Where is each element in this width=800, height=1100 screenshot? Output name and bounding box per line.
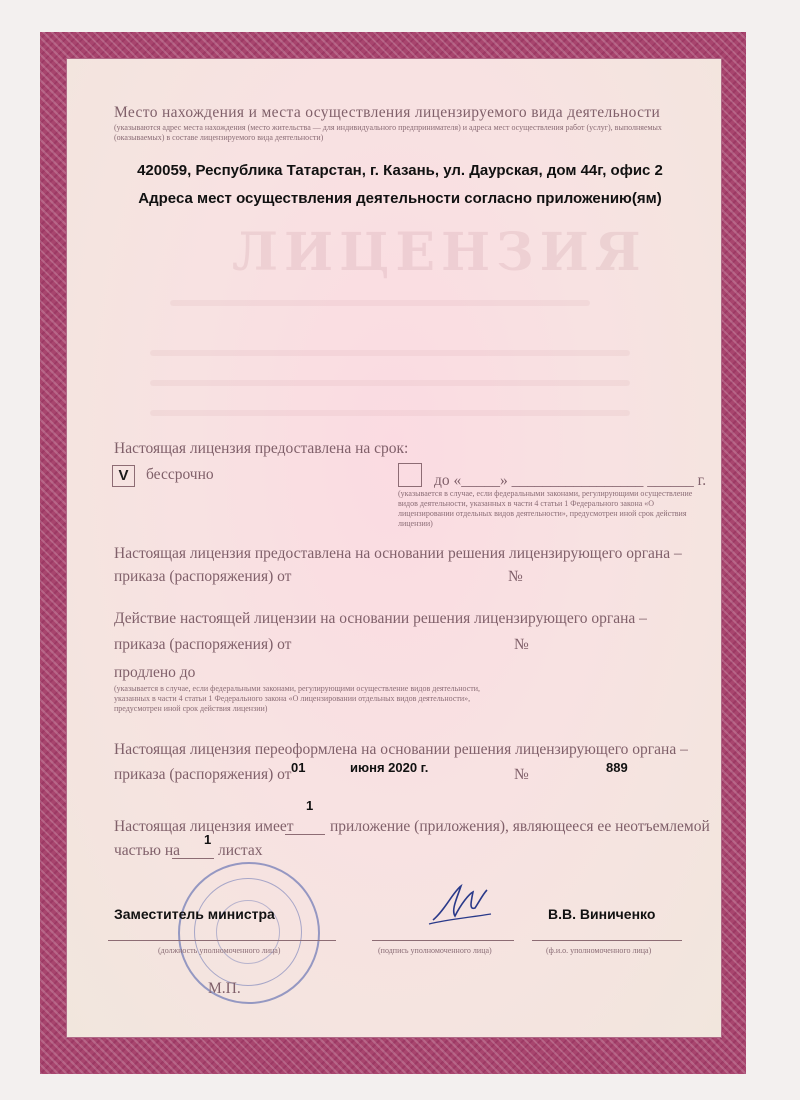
indefinite-label: бессрочно xyxy=(146,466,214,483)
position-line xyxy=(108,940,336,941)
reissue-month-year: июня 2020 г. xyxy=(350,760,429,775)
appendix-count: 1 xyxy=(306,798,314,813)
term-title: Настоящая лицензия предоставлена на срок: xyxy=(114,440,409,457)
indefinite-checkbox[interactable]: V xyxy=(112,465,135,487)
location-note: (указываются адрес места нахождения (место жительства — для индивидуального предпринимателя) и адреса мест осуществления работ (услуг), выполняемых (оказываемых) в составе лицензируемого вида деятельности) xyxy=(114,123,662,142)
until-label: до «_____» _________________ ______ г. xyxy=(434,472,707,489)
position-caption: (должность уполномоченного лица) xyxy=(158,946,281,955)
appendix-suffix: приложение (приложения), являющееся ее неотъемлемой xyxy=(330,818,710,835)
appendix-count-line xyxy=(285,834,325,835)
until-note: (указывается в случае, если федеральными законами, регулирующими осуществление видов деятельности, указанных в части 4 статьи 1 Федерального закона «О лицензировании отдельных видов деятельности», предусмотрен иной срок действия лицензии) xyxy=(398,489,693,528)
signer-position: Заместитель министра xyxy=(114,906,275,922)
watermark: ЛИЦЕНЗИЯ xyxy=(232,222,647,283)
reissue-number: 889 xyxy=(606,760,628,775)
until-checkbox[interactable] xyxy=(398,463,422,487)
watermark-line xyxy=(150,380,630,386)
reissue-line: Настоящая лицензия переоформлена на основании решения лицензирующего органа – xyxy=(114,741,688,758)
signature-caption: (подпись уполномоченного лица) xyxy=(378,946,492,955)
signer-name: В.В. Виниченко xyxy=(548,906,656,922)
reissue-number-label: № xyxy=(514,766,529,783)
reissue-order-label: приказа (распоряжения) от xyxy=(114,766,292,783)
watermark-line xyxy=(150,350,630,356)
grant-order-label: приказа (распоряжения) от xyxy=(114,568,292,585)
watermark-line xyxy=(150,410,630,416)
extension-order-label: приказа (распоряжения) от xyxy=(114,636,292,653)
extension-note: (указывается в случае, если федеральными законами, регулирующими осуществление видов деятельности, указанных в части 4 статьи 1 Федерального закона «О лицензировании отдельных видов деятельности», предусмотрен иной срок действия лицензии) xyxy=(114,684,481,713)
extension-number-label: № xyxy=(514,636,529,653)
handwritten-signature xyxy=(425,880,495,930)
sheets-count-line xyxy=(172,858,214,859)
address-places: Адреса мест осуществления деятельности согласно приложению(ям) xyxy=(138,190,662,207)
grant-line: Настоящая лицензия предоставлена на основании решения лицензирующего органа – xyxy=(114,545,682,562)
reissue-day: 01 xyxy=(291,760,306,775)
location-title: Место нахождения и места осуществления лицензируемого вида деятельности xyxy=(114,104,661,121)
appendix-prefix: Настоящая лицензия имеет xyxy=(114,818,294,835)
extension-line: Действие настоящей лицензии на основании решения лицензирующего органа – xyxy=(114,610,647,627)
seal-label: М.П. xyxy=(208,980,241,997)
official-seal-stamp xyxy=(178,862,320,1004)
sheets-count: 1 xyxy=(204,832,212,847)
name-line xyxy=(532,940,682,941)
address-line: 420059, Республика Татарстан, г. Казань, ул. Даурская, дом 44г, офис 2 xyxy=(137,162,663,179)
signature-line xyxy=(372,940,514,941)
sheets-prefix: частью на xyxy=(114,842,181,859)
watermark-line xyxy=(170,300,590,306)
extended-until-label: продлено до xyxy=(114,664,196,681)
name-caption: (ф.и.о. уполномоченного лица) xyxy=(546,946,652,955)
sheets-suffix: листах xyxy=(218,842,263,859)
grant-number-label: № xyxy=(508,568,523,585)
